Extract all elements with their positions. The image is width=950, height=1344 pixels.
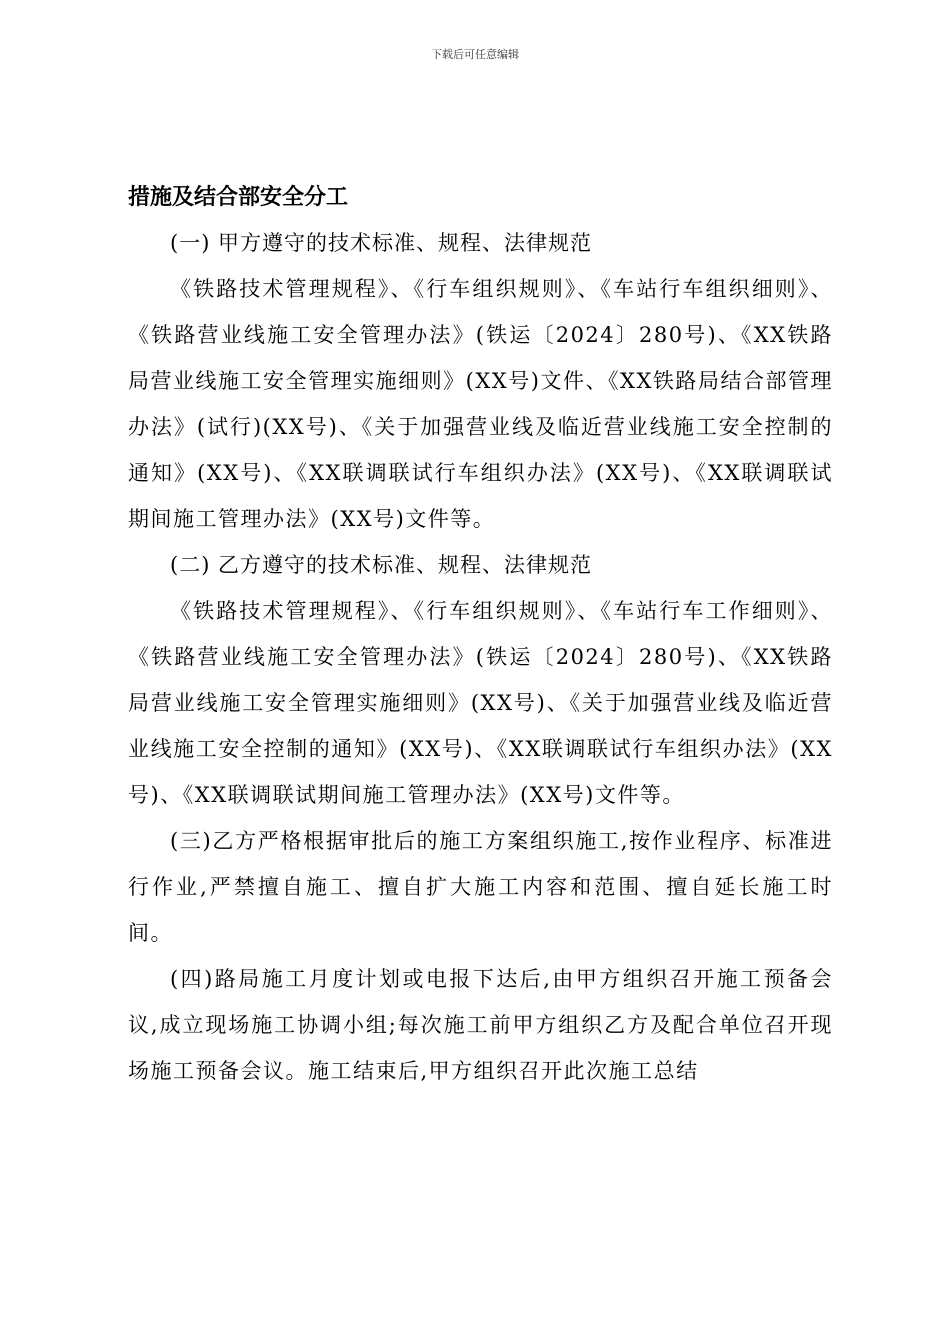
- document-title: 措施及结合部安全分工: [128, 185, 349, 210]
- paragraph-3: (三)乙方严格根据审批后的施工方案组织施工,按作业程序、标准进行作业,严禁擅自施工、擅自扩大施工内容和范围、擅自延长施工时间。: [128, 829, 833, 945]
- section-body-1: 《铁路技术管理规程》、《行车组织规则》、《车站行车组织细则》、《铁路营业线施工安全管理办法》(铁运〔2024〕280号)、《XX铁路局营业线施工安全管理实施细则》(XX号)文件、《XX铁路局结合部管理办法》(试行)(XX号)、《关于加强营业线及临近营业线施工安全控制的通知》(XX号)、《XX联调联试行车组织办法》(XX号)、《XX联调联试期间施工管理办法》(XX号)文件等。: [128, 277, 833, 531]
- section-heading-2: (二) 乙方遵守的技术标准、规程、法律规范: [170, 553, 593, 577]
- section-body-2: 《铁路技术管理规程》、《行车组织规则》、《车站行车工作细则》、《铁路营业线施工安全管理办法》(铁运〔2024〕280号)、《XX铁路局营业线施工安全管理实施细则》(XX号)、《关于加强营业线及临近营业线施工安全控制的通知》(XX号)、《XX联调联试行车组织办法》(XX号)、《XX联调联试期间施工管理办法》(XX号)文件等。: [128, 599, 833, 807]
- paragraph-4: (四)路局施工月度计划或电报下达后,由甲方组织召开施工预备会议,成立现场施工协调小组;每次施工前甲方组织乙方及配合单位召开现场施工预备会议。施工结束后,甲方组织召开此次施工总结: [128, 967, 833, 1083]
- section-heading-1: (一) 甲方遵守的技术标准、规程、法律规范: [170, 231, 593, 255]
- document-body: [128, 176, 833, 1094]
- header-note: 下载后可任意编辑: [431, 48, 519, 61]
